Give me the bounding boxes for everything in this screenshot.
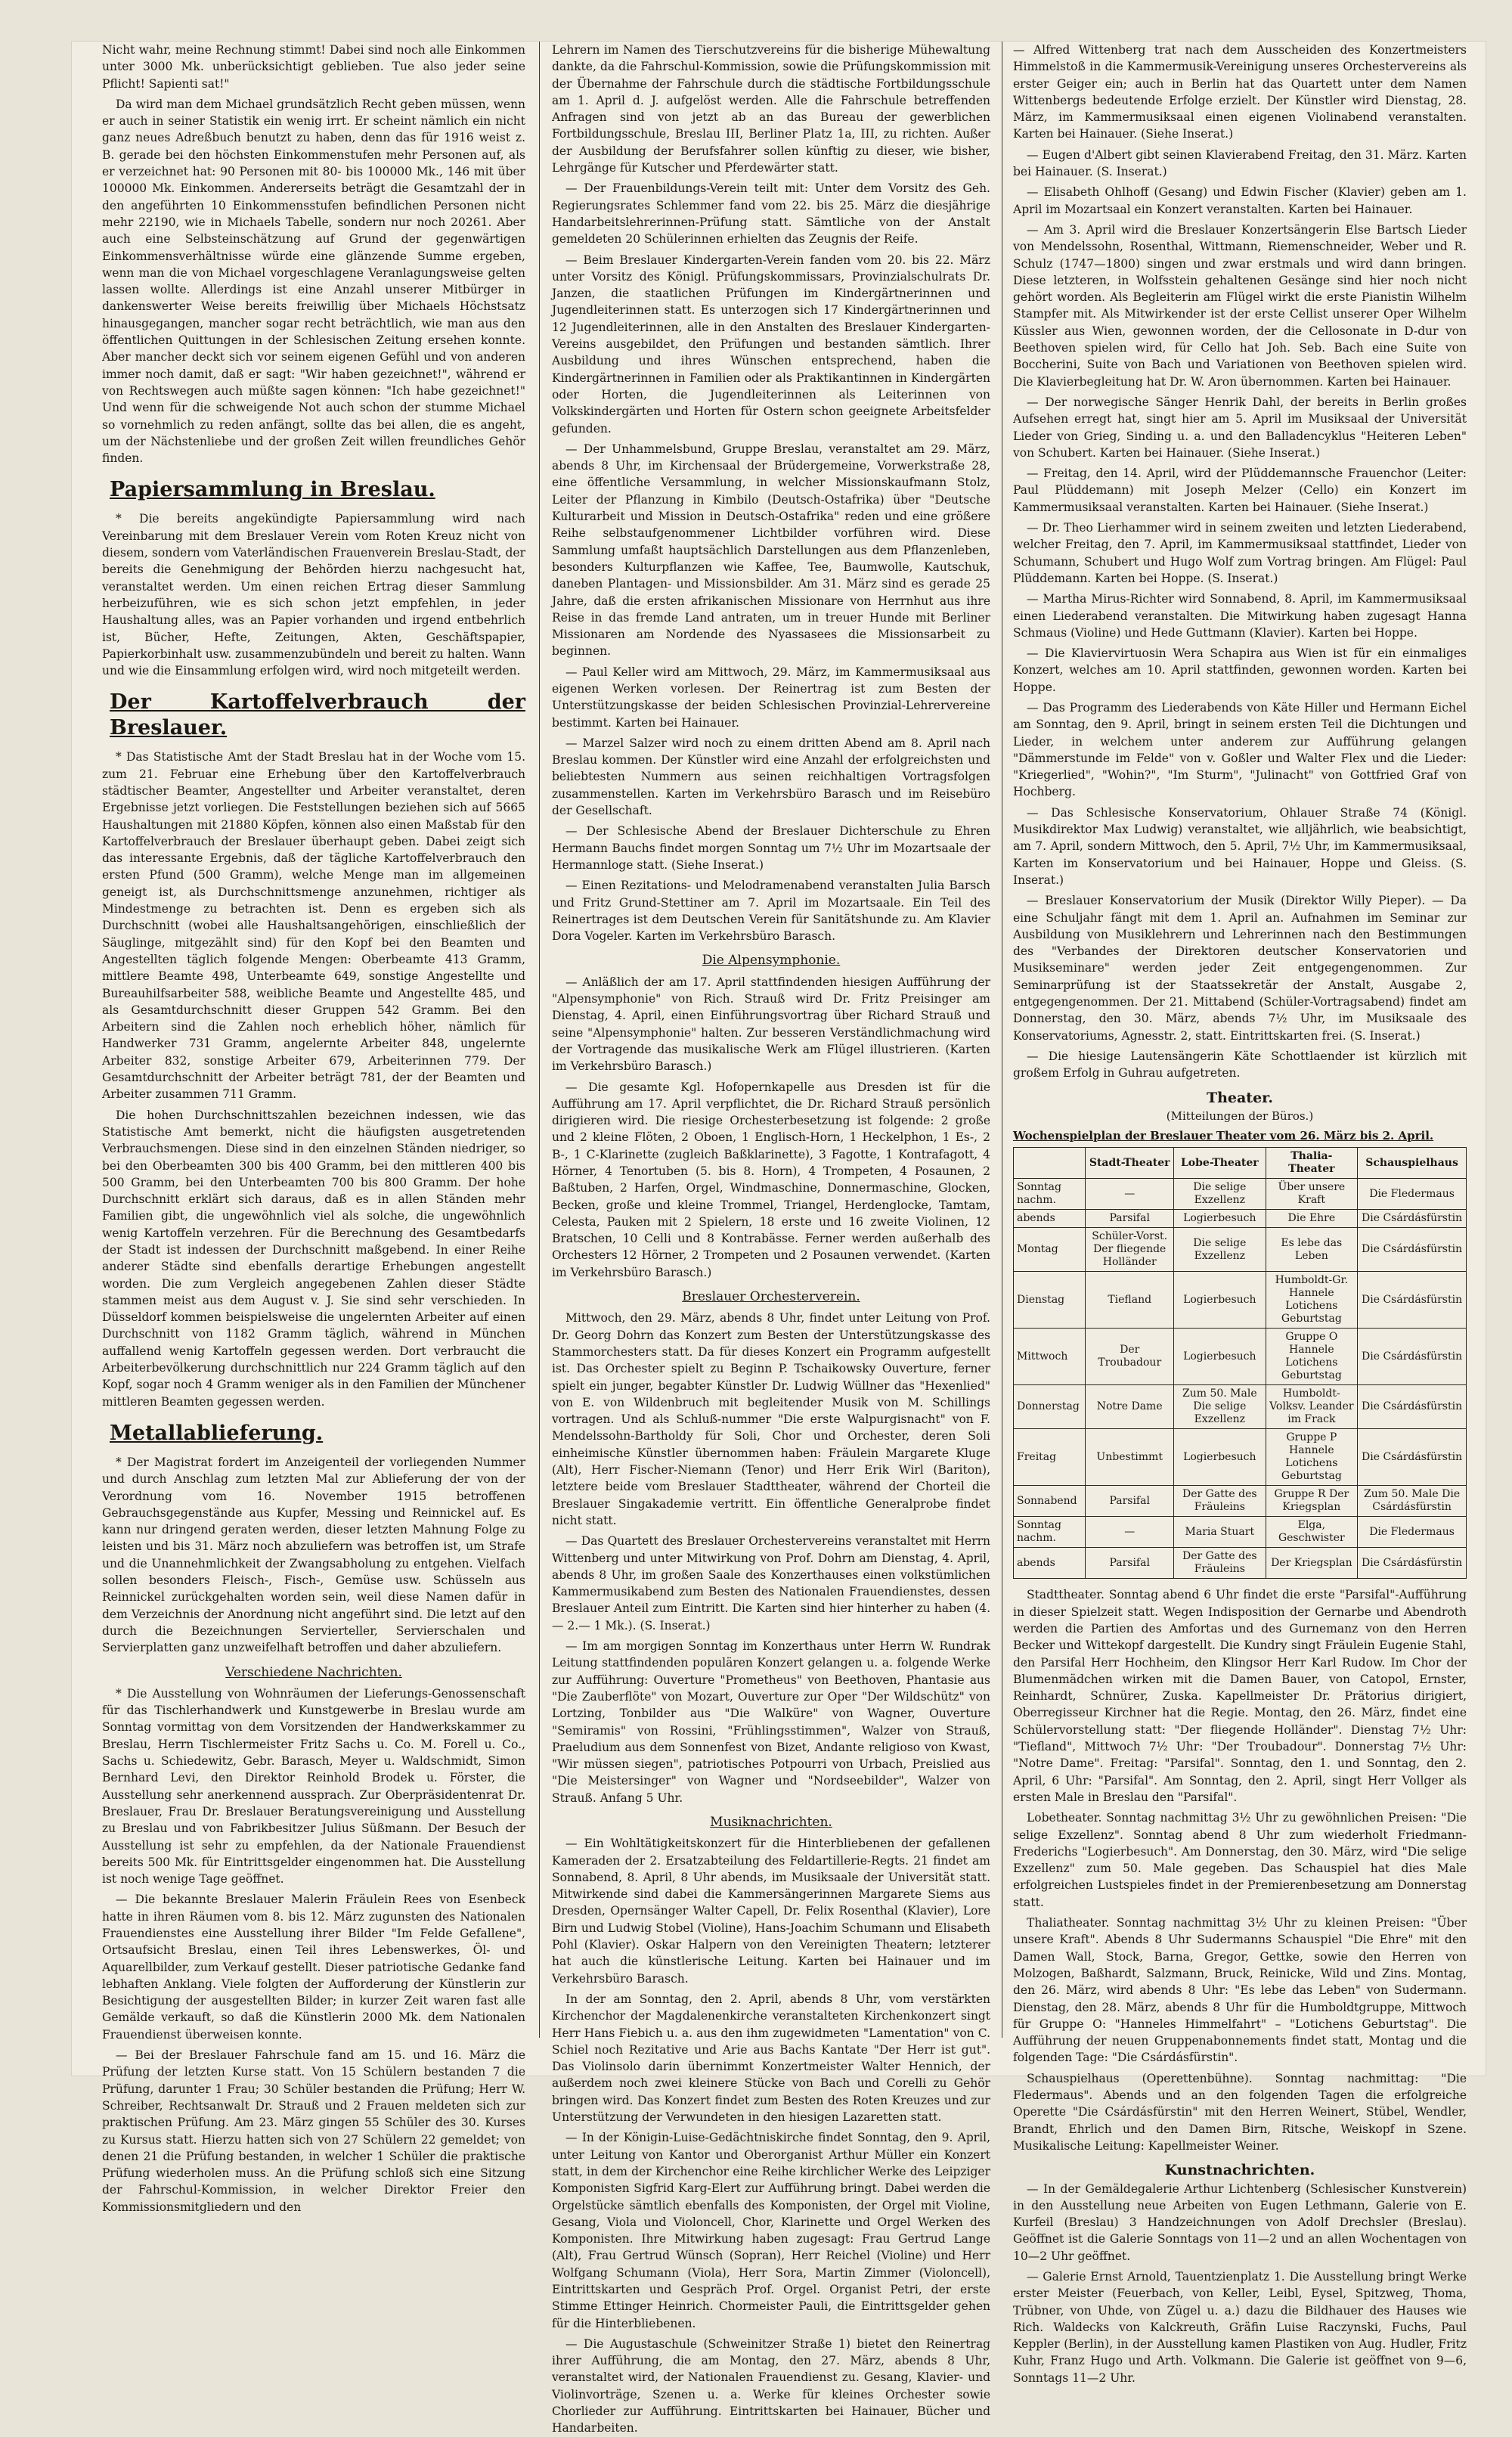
schedule-day-cell: abends: [1014, 1548, 1086, 1579]
schedule-play-cell: Logierbesuch: [1174, 1210, 1266, 1228]
article-paragraph: — Die hiesige Lautensängerin Käte Schottlaender ist kürzlich mit großem Erfolg in Guhrau aufgetreten.: [1013, 1049, 1467, 1081]
article-paragraph: — Das Quartett des Breslauer Orchestervereins veranstaltet mit Herrn Wittenberg und unter Mitwirkung von Prof. Dohrn am Dienstag, 4. April, abends 8 Uhr, im großen Saale des Konzerthauses einen volkstümlichen Kammermusikabend zum Besten des Nationalen Frauendienstes, dessen Breslauer Anteil zum Eintritt. Die Karten sind hier hinterher zu haben (4.— 2.— 1 Mk.). (S. Inserat.): [552, 1534, 990, 1632]
schedule-play-cell: Maria Stuart: [1174, 1517, 1266, 1548]
schedule-play-cell: Gruppe O Hannele Lotichens Geburtstag: [1266, 1329, 1358, 1385]
article-paragraph: — In der Gemäldegalerie Arthur Lichtenberg (Schlesischer Kunstverein) in den Ausstellung neue Arbeiten von Eugen Lethmann, Galerie von E. Kurfeil (Breslau) 3 Handzeichnungen von Adolf Drechsler (Breslau). Geöffnet ist die Galerie Sonntags von 11—2 und an allen Wochentagen von 10—2 Uhr geöffnet.: [1013, 2181, 1467, 2263]
article-paragraph: — Marzel Salzer wird noch zu einem dritten Abend am 8. April nach Breslau kommen. Der Künstler wird eine Anzahl der erfolgreichsten und beliebtesten Nummern aus seinen reichhaltigen Vortragsfolgen zusammenstellen. Karten im Verkehrsbüro Barasch und im Reisebüro der Gesellschaft.: [552, 736, 990, 818]
schedule-play-cell: Die Csárdásfürstin: [1358, 1429, 1467, 1486]
article-paragraph: — Anläßlich der am 17. April stattfindenden hiesigen Aufführung der "Alpensymphonie" von Rich. Strauß wird Dr. Fritz Preisinger am Dienstag, 4. April, einen Einführungsvortrag über Richard Strauß und seine "Alpensymphonie" halten. Zur besseren Verständlichmachung wird der Vortragende das musikalische Werk am Flügel illustrieren. (Karten im Verkehrsbüro Barasch.): [552, 975, 990, 1074]
table-row: [1014, 1486, 1467, 1517]
schedule-play-cell: Die Csárdásfürstin: [1358, 1548, 1467, 1579]
article-paragraph: * Die bereits angekündigte Papiersammlung wird nach Vereinbarung mit dem Breslauer Verein vom Roten Kreuz nicht von diesem, sondern vom Vaterländischen Frauenverein Breslau-Stadt, der bereits die Genehmigung der Behörden hierzu nachgesucht hat, veranstaltet werden. Um einen reichen Ertrag dieser Sammlung herbeizuführen, wie es sich schon jetzt empfehlen, in jeder Haushaltung alles, was an Papier vorhanden und irgend entbehrlich ist, Bücher, Hefte, Zeitungen, Akten, Geschäftspapier, Papierkorbinhalt usw. zusammenzubündeln und bereit zu halten. Wann und wie die Einsammlung erfolgen wird, wird noch mitgeteilt werden.: [102, 512, 525, 678]
schedule-play-cell: Logierbesuch: [1174, 1329, 1266, 1385]
schedule-day-cell: Sonntag nachm.: [1014, 1517, 1086, 1548]
schedule-play-cell: Es lebe das Leben: [1266, 1228, 1358, 1272]
article-paragraph: — Alfred Wittenberg trat nach dem Ausscheiden des Konzertmeisters Himmelstoß in die Kammermusik-Vereinigung unseres Orchestervereins als erster Geiger ein; auch in Berlin hat das Quartett unter dem Namen Wittenbergs bedeutende Erfolge erzielt. Der Künstler wird Dienstag, 28. März, im Kammermusiksaal einen eigenen Violinabend veranstalten. Karten bei Hainauer. (Siehe Inserat.): [1013, 43, 1467, 141]
article-paragraph: — Paul Keller wird am Mittwoch, 29. März, im Kammermusiksaal aus eigenen Werken vorlesen. Der Reinertrag ist zum Besten der Unterstützungskasse der beiden Schlesischen Provinzial-Lehrervereine bestimmt. Karten bei Hainauer.: [552, 665, 990, 730]
table-header-cell: Stadt-Theater: [1086, 1148, 1174, 1179]
schedule-play-cell: Zum 50. Male Die selige Exzellenz: [1174, 1385, 1266, 1429]
article-paragraph: — Beim Breslauer Kindergarten-Verein fanden vom 20. bis 22. März unter Vorsitz des Königl. Prüfungskommissars, Provinzialschulrats Dr. Janzen, die staatlichen Prüfungen im Kindergärtnerinnen und Jugendleiterinnen statt. Es unterzogen sich 17 Kindergärtnerinnen und 12 Jugendleiterinnen, alle in den Anstalten des Breslauer Kindergarten-Vereins ausgebildet, den Prüfungen und bestanden sämtlich. Ihrer Ausbildung und ihres Wünschen entsprechend, haben die Kindergärtnerinnen in Familien oder als Praktikantinnen in Kindergärten oder Horten, die Jugendleiterinnen als Leiterinnen von Volkskindergärten und Horten für Ostern schon geeignete Arbeitsfelder gefunden.: [552, 253, 990, 436]
schedule-play-cell: Parsifal: [1086, 1210, 1174, 1228]
newspaper-page: [72, 42, 1486, 2435]
article-paragraph: — Galerie Ernst Arnold, Tauentzienplatz 1. Die Ausstellung bringt Werke erster Meister (Feuerbach, von Keller, Leibl, Eysel, Spitzweg, Thoma, Trübner, von Uhde, von Zügel u. a.) dazu die Bildhauer des Hauses wie Rich. Waldecks von Kalckreuth, Gräfin Luise Raczynski, Fuchs, Paul Keppler (Berlin), in der Ausstellung kamen Plastiken von Aug. Hudler, Fritz Kuhr, Franz Hugo und Arth. Volkmann. Die Galerie ist geöffnet von 9—6, Sonntags 11—2 Uhr.: [1013, 2269, 1467, 2385]
article-paragraph: In der am Sonntag, den 2. April, abends 8 Uhr, vom verstärkten Kirchenchor der Magdalenenkirche veranstalteten Kirchenkonzert singt Herr Hans Fiebich u. a. aus den ihm zugewidmeten "Lamentation" von C. Schiel noch Rezitative und Arie aus Bachs Kantate "Der Herr ist gut". Das Violinsolo darin übernimmt Konzertmeister Walter Hennich, der außerdem noch zwei kleinere Stücke von Bach und Corelli zu Gehör bringen wird. Das Konzert findet zum Besten des Roten Kreuzes und zur Unterstützung der Verwundeten in den hiesigen Lazaretten statt.: [552, 1992, 990, 2125]
article-paragraph: — Die Klaviervirtuosin Wera Schapira aus Wien ist für ein einmaliges Konzert, welches am 10. April stattfinden, gewonnen worden. Karten bei Hoppe.: [1013, 646, 1467, 694]
article-paragraph: — Der norwegische Sänger Henrik Dahl, der bereits in Berlin großes Aufsehen erregt hat, singt hier am 5. April im Musiksaal der Universität Lieder von Grieg, Sinding u. a. und den Balladencyklus "Heiteren Leben" von Schubert. Karten bei Hainauer. (Siehe Inserat.): [1013, 395, 1467, 460]
schedule-play-cell: Tiefland: [1086, 1272, 1174, 1329]
article-paragraph: * Das Statistische Amt der Stadt Breslau hat in der Woche vom 15. zum 21. Februar eine Erhebung über den Kartoffelverbrauch städtischer Beamter, Angestellter und Arbeiter veranstaltet, deren Ergebnisse jetzt vorliegen. Die Feststellungen beziehen sich auf 5665 Haushaltungen mit 21880 Köpfen, können also einen Maßstab für den Kartoffelverbrauch der Breslauer überhaupt geben. Dabei zeigt sich das interessante Ergebnis, daß der tägliche Kartoffelverbrauch den ersten Pfund (500 Gramm), welche Menge man im allgemeinen geneigt ist, als Durchschnittsmenge anzunehmen, richtiger als Mindestmenge zu betrachten ist. Denn es ergeben sich als Durchschnitt (wobei alle Haushaltsangehörigen, einschließlich der Säuglinge, mitgezählt sind) für den Kopf bei den Beamten und Angestellten täglich folgende Mengen: Oberbeamte 413 Gramm, mittlere Beamte 498, Unterbeamte 649, sonstige Angestellte und Bureauhilfsarbeiter 588, weibliche Beamte und Angestellte 485, und als Gesamtdurchschnitt dieser Gruppen 542 Gramm. Bei den Arbeitern sind die Zahlen noch erheblich höher, nämlich für Handwerker 731 Gramm, angelernte Arbeiter 848, ungelernte Arbeiter 832, sonstige Arbeiter 679, Arbeiterinnen 779. Der Gesamtdurchschnitt der Arbeiter beträgt 781, der der Beamten und Arbeiter zusammen 711 Gramm.: [102, 750, 525, 1102]
headline-papiersammlung: Papiersammlung in Breslau.: [110, 478, 435, 502]
section-heading-kunstnachrichten: Kunstnachrichten.: [1164, 2162, 1315, 2179]
table-row: [1014, 1272, 1467, 1329]
schedule-play-cell: Die Fledermaus: [1358, 1179, 1467, 1210]
column-left: [102, 42, 525, 2214]
schedule-day-cell: Montag: [1014, 1228, 1086, 1272]
schedule-title: Wochenspielplan der Breslauer Theater vom 26. März bis 2. April.: [1013, 1129, 1434, 1143]
table-header-cell: Thalia-Theater: [1266, 1148, 1358, 1179]
article-paragraph: — In der Königin-Luise-Gedächtniskirche findet Sonntag, den 9. April, unter Leitung von Kantor und Oberorganist Arthur Müller ein Konzert statt, in dem der Kirchenchor eine Reihe kirchlicher Werke des Leipziger Komponisten Sigfrid Karg-Elert zur Aufführung bringt. Dabei werden die Orgelstücke sämtlich ebenfalls des Komponisten, der Orgel mit Violine, Gesang, Viola und Violoncell, Chor, Klarinette und Orgel Werken des Komponisten. Ihre Mitwirkung haben zugesagt: Frau Gertrud Lange (Alt), Frau Gertrud Wünsch (Sopran), Herr Reichel (Violine) und Herr Wolfgang Schumann (Viola), Herr Sora, Martin Zimmer (Violoncell), Eintrittskarten und Gespräch Prof. Orgel. Organist Petri, der erste Stimme Ettinger Heinrich. Chormeister Pauli, die Eintrittsgelder gehen für die Hinterbliebenen.: [552, 2131, 990, 2330]
table-header-cell: Lobe-Theater: [1174, 1148, 1266, 1179]
article-paragraph: — Breslauer Konservatorium der Musik (Direktor Willy Pieper). — Da eine Schuljahr fängt mit dem 1. April an. Aufnahmen im Seminar zur Ausbildung von Musiklehrern und Lehrerinnen nach den Bestimmungen des "Verbandes der Direktoren deutscher Konservatorien und Musikseminare" werden jeder Zeit entgegengenommen. Zur Seminarprüfung ist der Staatssekretär der Anstalt, Ausgabe 2, entgegengenommen. Der 21. Mittabend (Schüler-Vortragsabend) findet am Donnerstag, den 30. März, abends 7½ Uhr, im Musiksaale des Konservatoriums, Agnesstr. 2, statt. Eintrittskarten frei. (S. Inserat.): [1013, 894, 1467, 1043]
schedule-play-cell: Gruppe P Hannele Lotichens Geburtstag: [1266, 1429, 1358, 1486]
theater-schedule-table: [1013, 1147, 1467, 1579]
schedule-play-cell: Der Kriegsplan: [1266, 1548, 1358, 1579]
section-heading-theater: Theater.: [1206, 1089, 1274, 1106]
schedule-day-cell: Donnerstag: [1014, 1385, 1086, 1429]
article-paragraph: Da wird man dem Michael grundsätzlich Recht geben müssen, wenn er auch in seiner Statistik ein wenig irrt. Er scheint nämlich ein nicht ganz neues Adreßbuch benutzt zu haben, denn das für 1916 weist z. B. gerade bei den höchsten Einkommenstufen mehr Personen auf, als er verzeichnet hat: 90 Personen mit 80- bis 100000 Mk., 146 mit über 100000 Mk. Einkommen. Andererseits beträgt die Gesamtzahl der in den angeführten 10 Einkommensstufen befindlichen Personen nicht mehr 22190, wie in Michaels Tabelle, sondern nur noch 20261. Aber auch eine Selbsteinschätzung auf Grund der gegenwärtigen Einkommensverhältnisse würde eine glänzende Summe ergeben, wenn man die von Michael vorgeschlagene Veranlagungsweise gelten lassen wollte. Allerdings ist eine Anzahl unserer Mitbürger in dankenswerter Weise bereits freiwillig über Michaels Höchstsatz hinausgegangen, mancher sogar recht beträchtlich, wie man aus den öffentlichen Quittungen in der Schlesischen Zeitung ersehen konnte. Aber mancher deckt sich vor seinem eigenen Gefühl und von anderen immer noch damit, daß er sagt: "Wir haben gezeichnet!", während er von Rechtswegen auch müßte sagen können: "Ich habe gezeichnet!" Und wenn für die schweigende Not auch schon der stumme Michael so vornehmlich zu reden anfängt, sollte das bei allen, die es angeht, um der Nächstenliebe und der großen Zeit willen freundliches Gehör finden.: [102, 97, 525, 466]
table-row: [1014, 1329, 1467, 1385]
schedule-play-cell: Humboldt-Gr. Hannele Lotichens Geburtstag: [1266, 1272, 1358, 1329]
article-paragraph: Nicht wahr, meine Rechnung stimmt! Dabei sind noch alle Einkommen unter 3000 Mk. unberücksichtigt geblieben. Tue also jeder seine Pflicht! Sapienti sat!": [102, 43, 525, 91]
schedule-play-cell: Die selige Exzellenz: [1174, 1179, 1266, 1210]
schedule-play-cell: Über unsere Kraft: [1266, 1179, 1358, 1210]
article-paragraph: — Martha Mirus-Richter wird Sonnabend, 8. April, im Kammermusiksaal einen Liederabend veranstalten. Die Mitwirkung haben zugesagt Hanna Schmaus (Violine) und Hede Guttmann (Klavier). Karten bei Hoppe.: [1013, 592, 1467, 640]
article-paragraph: — Bei der Breslauer Fahrschule fand am 15. und 16. März die Prüfung der letzten Kurse statt. Von 15 Schülern bestanden 7 die Prüfung, darunter 1 Frau; 30 Schüler bestanden die Prüfung; Herr W. Schreiber, Rechtsanwalt Dr. Strauß und 2 Frauen meldeten sich zur praktischen Prüfung. Am 23. März gingen 55 Schüler des 30. Kurses zu Kursus statt. Hierzu hatten sich von 27 Schülern 22 gemeldet; von denen 21 die Prüfung bestanden, in welcher 1 Schüler die praktische Prüfung wiederholen muss. An die Prüfung schloß sich eine Sitzung der Fahrschul-Kommission, in welcher Direktor Freier den Kommissionsmitgliedern und den: [102, 2048, 525, 2214]
schedule-play-cell: Der Troubadour: [1086, 1329, 1174, 1385]
article-paragraph: — Der Schlesische Abend der Breslauer Dichterschule zu Ehren Hermann Bauchs findet morgen Sonntag um 7½ Uhr im Mozartsaale der Hermannloge statt. (Siehe Inserat.): [552, 824, 990, 872]
schedule-play-cell: Notre Dame: [1086, 1385, 1174, 1429]
section-heading-alpensymphonie: Die Alpensymphonie.: [702, 953, 841, 969]
section-heading-orchesterverein: Breslauer Orchesterverein.: [682, 1289, 860, 1305]
schedule-day-cell: Mittwoch: [1014, 1329, 1086, 1385]
schedule-play-cell: Die selige Exzellenz: [1174, 1228, 1266, 1272]
table-row: [1014, 1210, 1467, 1228]
schedule-play-cell: Die Ehre: [1266, 1210, 1358, 1228]
article-paragraph: — Elisabeth Ohlhoff (Gesang) und Edwin Fischer (Klavier) geben am 1. April im Mozartsaal ein Konzert veranstalten. Karten bei Hainauer.: [1013, 185, 1467, 216]
theater-subheading: (Mitteilungen der Büros.): [1166, 1108, 1314, 1123]
table-header-cell: [1014, 1148, 1086, 1179]
schedule-play-cell: Humboldt-Volksv. Leander im Frack: [1266, 1385, 1358, 1429]
table-header-row: [1014, 1148, 1467, 1179]
schedule-play-cell: Die Csárdásfürstin: [1358, 1272, 1467, 1329]
article-paragraph: — Die Augustaschule (Schweinitzer Straße 1) bietet den Reinertrag ihrer Aufführung, die am Montag, den 27. März, abends 8 Uhr, veranstaltet wird, der Nationalen Frauendienst zu. Gesang, Klavier- und Violinvorträge, Szenen u. a. Werke für kleines Orchester sowie Chorlieder zur Aufführung. Eintrittskarten bei Hainauer, Bücher und Handarbeiten.: [552, 2336, 990, 2435]
article-paragraph: — Der Frauenbildungs-Verein teilt mit: Unter dem Vorsitz des Geh. Regierungsrates Schlemmer fand vom 22. bis 25. März die diesjährige Handarbeitslehrerinnen-Prüfung statt. Sämtliche von der Anstalt gemeldeten 20 Schülerinnen erhielten das Zeugnis der Reife.: [552, 181, 990, 246]
article-paragraph: — Einen Rezitations- und Melodramenabend veranstalten Julia Barsch und Fritz Grund-Stettiner am 7. April im Mozartsaale. Ein Teil des Reinertrages ist dem Deutschen Verein für Sanitätshunde zu. Am Klavier Dora Vogeler. Karten im Verkehrsbüro Barasch.: [552, 879, 990, 944]
column-middle: [552, 42, 990, 2435]
column-right: [1013, 42, 1467, 2385]
schedule-play-cell: Logierbesuch: [1174, 1272, 1266, 1329]
headline-kartoffelverbrauch: Der Kartoffelverbrauch der Breslauer.: [110, 690, 525, 740]
schedule-play-cell: Die Csárdásfürstin: [1358, 1210, 1467, 1228]
article-paragraph: Schauspielhaus (Operettenbühne). Sonntag nachmittag: "Die Fledermaus". Abends und an den folgenden Tagen die erfolgreiche Operette "Die Csárdásfürstin" mit den Herren Weinert, Stübel, Wendler, Brandt, Ehrlich und den Damen Birn, Ritsche, Weiskopf in Szene. Musikalische Leitung: Kapellmeister Weiner.: [1013, 2071, 1467, 2153]
article-paragraph: Lehrern im Namen des Tierschutzvereins für die bisherige Mühewaltung dankte, da die Fahrschul-Kommission, sowie die Prüfungskommission mit der Übernahme der Fahrschule durch die städtische Fortbildungsschule am 1. April d. J. aufgelöst werden. Alle die Fahrschule betreffenden Anfragen sind von jetzt ab an das Bureau der gewerblichen Fortbildungsschule, Breslau III, Berliner Platz 1a, III, zu richten. Außer der Ausbildung der Berufsfahrer sollen künftig zu dieser, wie bisher, Lehrgänge für Kutscher und Pferdewärter statt.: [552, 43, 990, 175]
article-paragraph: Die hohen Durchschnittszahlen bezeichnen indessen, wie das Statistische Amt bemerkt, nicht die häufigsten ausgetretenden Verbrauchsmengen. Diese sind in den einzelnen Ständen niedriger, so bei den Oberbeamten 300 bis 400 Gramm, bei den mittleren 400 bis 500 Gramm, bei den Unterbeamten 700 bis 800 Gramm. Der hohe Durchschnitt erklärt sich daraus, daß es in allen Ständen mehr Familien gibt, die ungewöhnlich viel als solche, die ungewöhnlich wenig Kartoffeln verzehren. Für die Berechnung des Gesamtbedarfs der Stadt ist indessen der Durchschnitt maßgebend. In einer Reihe anderer Städte sind ebenfalls derartige Erhebungen angestellt worden. Die zum Vergleich angegebenen Zahlen dieser Städte stammen meist aus dem August v. J. Sie sind sehr verschieden. In Düsseldorf kommen beispielsweise die ungelernten Arbeiter auf einen Durchschnitt von 1182 Gramm täglich, während in München auffallend wenig Kartoffeln gegessen werden. Dort verbraucht die Arbeiterbevölkerung durchschnittlich nur 224 Gramm täglich auf den Kopf, sogar noch 4 Gramm weniger als in den Familien der Münchener mittleren Beamten gegessen werden.: [102, 1108, 525, 1409]
schedule-play-cell: Elga, Geschwister: [1266, 1517, 1358, 1548]
table-row: [1014, 1385, 1467, 1429]
article-paragraph: — Die gesamte Kgl. Hofopernkapelle aus Dresden ist für die Aufführung am 17. April verpflichtet, die Dr. Richard Strauß persönlich dirigieren wird. Die riesige Orchesterbesetzung ist folgende: 2 große und 2 kleine Flöten, 2 Oboen, 1 Englisch-Horn, 1 Heckelphon, 1 Es-, 2 B-, 1 C-Klarinette (zugleich Baßklarinette), 3 Fagotte, 1 Kontrafagott, 4 Hörner, 4 Tenortuben (5. bis 8. Horn), 4 Trompeten, 4 Posaunen, 2 Baßtuben, 2 Harfen, Orgel, Windmaschine, Donnermaschine, Glocken, Becken, große und kleine Trommel, Triangel, Herdenglocke, Tamtam, Celesta, Pauken mit 2 Spielern, 18 erste und 16 zweite Violinen, 12 Bratschen, 10 Celli und 8 Kontrabässe. Ferner werden außerhalb des Orchesters 12 Hörner, 2 Trompeten und 2 Posaunen verwendet. (Karten im Verkehrsbüro Barasch.): [552, 1080, 990, 1279]
table-row: [1014, 1548, 1467, 1579]
schedule-day-cell: abends: [1014, 1210, 1086, 1228]
article-paragraph: Stadttheater. Sonntag abend 6 Uhr findet die erste "Parsifal"-Aufführung in dieser Spielzeit statt. Wegen Indisposition der Gernarbe und Abendroth werden die Partien des Amfortas und des Gurnemanz von den Herren Becker und Wittekopf dargestellt. Die Kundry singt Fräulein Eugenie Stahl, den Parsifal Herr Hochheim, den Klingsor Herr Karl Rudow. Im Chor der Blumenmädchen wirken mit die Damen Bauer, von Catopol, Ernster, Reinhardt, Schnürer, Zuska. Kapellmeister Dr. Prätorius dirigiert, Oberregisseur Kirchner hat die Regie. Montag, den 26. März, findet eine Schülervorstellung statt: "Der fliegende Holländer". Dienstag 7½ Uhr: "Tiefland", Mittwoch 7½ Uhr: "Der Troubadour". Donnerstag 7½ Uhr: "Notre Dame". Freitag: "Parsifal". Sonntag, den 1. und Sonntag, den 2. April, 6 Uhr: "Parsifal". Am Sonntag, den 2. April, singt Herr Vollger als ersten Male in Breslau den "Parsifal".: [1013, 1588, 1467, 1804]
schedule-play-cell: —: [1086, 1179, 1174, 1210]
article-paragraph: — Am 3. April wird die Breslauer Konzertsängerin Else Bartsch Lieder von Mendelssohn, Rosenthal, Wittmann, Riemenschneider, Weber und R. Schulz (1747—1800) singen und zwar erstmals und wird dann bringen. Diese letzteren, in Wolfsstein gehaltenen Gesänge sind hier noch nicht gehört worden. Als Begleiterin am Flügel wirkt die erste Pianistin Wilhelm Stampfer mit. Als Mitwirkender ist der erste Cellist unserer Oper Wilhelm Küssler aus Wien, gewonnen worden, der die Cellosonate in D-dur von Beethoven spielen wird, für Cello hat Joh. Seb. Bach eine Suite von Boccherini, Suite von Bach und Variationen von Beethoven spielen wird. Die Klavierbegleitung hat Dr. W. Aron übernommen. Karten bei Hainauer.: [1013, 222, 1467, 389]
table-row: [1014, 1228, 1467, 1272]
schedule-play-cell: Unbestimmt: [1086, 1429, 1174, 1486]
article-paragraph: Thaliatheater. Sonntag nachmittag 3½ Uhr zu kleinen Preisen: "Über unsere Kraft". Abends 8 Uhr Sudermanns Schauspiel "Die Ehre" mit den Damen Wall, Stock, Barna, Gregor, Gettke, sowie den Herren von Molzogen, Baßhardt, Salzmann, Bruck, Reinicke, Wild und Zins. Montag, den 26. März, wird abends 8 Uhr: "Es lebe das Leben" von Sudermann. Dienstag, den 28. März, abends 8 Uhr für die Humboldtgruppe, Mittwoch für Gruppe O: "Hanneles Himmelfahrt" – "Lotichens Geburtstag". Die Aufführung der neuen Gruppenabonnements findet statt, Montag und die folgenden Tage: "Die Csárdásfürstin".: [1013, 1916, 1467, 2065]
schedule-body: [1014, 1179, 1467, 1579]
article-paragraph: — Eugen d'Albert gibt seinen Klavierabend Freitag, den 31. März. Karten bei Hainauer. (S. Inserat.): [1013, 147, 1467, 179]
schedule-play-cell: Gruppe R Der Kriegsplan: [1266, 1486, 1358, 1517]
schedule-play-cell: Der Gatte des Fräuleins: [1174, 1486, 1266, 1517]
table-row: [1014, 1429, 1467, 1486]
schedule-play-cell: Logierbesuch: [1174, 1429, 1266, 1486]
schedule-play-cell: Die Csárdásfürstin: [1358, 1228, 1467, 1272]
schedule-play-cell: Parsifal: [1086, 1548, 1174, 1579]
column-divider: [539, 42, 540, 2038]
schedule-day-cell: Sonnabend: [1014, 1486, 1086, 1517]
schedule-play-cell: Schüler-Vorst. Der fliegende Holländer: [1086, 1228, 1174, 1272]
table-row: [1014, 1179, 1467, 1210]
article-paragraph: — Das Schlesische Konservatorium, Ohlauer Straße 74 (Königl. Musikdirektor Max Ludwig) veranstaltet, wie alljährlich, wie beabsichtigt, am 7. April, sondern Mittwoch, den 5. April, 7½ Uhr, im Kammermusiksaal, Karten im Konservatorium und bei Hainauer, Hoppe und Gleiss. (S. Inserat.): [1013, 805, 1467, 887]
article-paragraph: * Die Ausstellung von Wohnräumen der Lieferungs-Genossenschaft für das Tischlerhandwerk und Kunstgewerbe in Breslau wurde am Sonntag vormittag von dem Vorsitzenden der Handwerkskammer zu Breslau, Herrn Tischlermeister Fritz Sachs u. Co. M. Forell u. Co., Sachs u. Schiedewitz, Gebr. Barasch, Meyer u. Waldschmidt, Simon Bernhard Levi, den Direktor Reinhold Brodek u. Förster, die Ausstellung sehr anerkennend aussprach. Zur Oberpräsidentenrat Dr. Breslauer, Frau Dr. Breslauer Beratungsvereinigung und Ausstellung zu Breslau und von Fabrikbesitzer Julius Süßmann. Der Besuch der Ausstellung ist sehr zu empfehlen, da der Nationale Frauendienst bereits 500 Mk. für Eintrittsgelder eingenommen hat. Die Ausstellung ist noch wenige Tage geöffnet.: [102, 1686, 525, 1887]
article-paragraph: Mittwoch, den 29. März, abends 8 Uhr, findet unter Leitung von Prof. Dr. Georg Dohrn das Konzert zum Besten der Unterstützungskasse des Stammorchesters statt. Da für dieses Konzert ein Programm aufgestellt ist. Das Orchester spielt zu Beginn P. Tschaikowsky Ouverture, ferner spielt ein junger, begabter Künstler Dr. Ludwig Wüllner das "Hexenlied" von E. von Wildenbruch mit begleitender Musik von M. Schillings vortragen. Und als Schluß-nummer "Die erste Walpurgisnacht" von F. Mendelssohn-Bartholdy für Soli, Chor und Orchester, deren Soli einheimische Künstler übernommen haben: Fräulein Margarete Kluge (Alt), Herr Fischer-Niemann (Tenor) und Herr Erik Wirl (Bariton), letztere beide vom Breslauer Stadttheater, während der Chorteil die Breslauer Singakademie vertritt. Ein öffentliche Generalprobe findet nicht statt.: [552, 1311, 990, 1527]
schedule-play-cell: Der Gatte des Fräuleins: [1174, 1548, 1266, 1579]
schedule-play-cell: Die Csárdásfürstin: [1358, 1385, 1467, 1429]
headline-metallablieferung: Metallablieferung.: [110, 1421, 324, 1445]
schedule-play-cell: —: [1086, 1517, 1174, 1548]
article-paragraph: — Ein Wohltätigkeitskonzert für die Hinterbliebenen der gefallenen Kameraden der 2. Ersatzabteilung des Feldartillerie-Regts. 21 findet am Sonnabend, 8. April, 8 Uhr abends, im Musiksaale der Universität statt. Mitwirkende sind dabei die Kammersängerinnen Margarete Siems aus Dresden, Opernsänger Walter Capell, Dr. Felix Rosenthal (Klavier), Lore Birn und Ludwig Stobel (Violine), Hans-Joachim Schumann und Elisabeth Pohl (Klavier). Oskar Halpern von den Vereinigten Theatern; letzterer hat auch die künstlerische Leitung. Karten bei Hainauer und im Verkehrsbüro Barasch.: [552, 1837, 990, 1986]
schedule-play-cell: Die Fledermaus: [1358, 1517, 1467, 1548]
section-heading-musiknachrichten: Musiknachrichten.: [710, 1814, 832, 1830]
table-row: [1014, 1517, 1467, 1548]
article-paragraph: — Im am morgigen Sonntag im Konzerthaus unter Herrn W. Rundrak Leitung stattfindenden populären Konzert gelangen u. a. folgende Werke zur Aufführung: Ouverture "Prometheus" von Beethoven, Phantasie aus "Die Zauberflöte" von Mozart, Ouverture zur Oper "Der Wildschütz" von Lortzing, Tonbilder aus "Die Walküre" von Wagner, Ouverture "Semiramis" von Rossini, "Frühlingsstimmen", Walzer von Strauß, Praeludium aus dem Sonnenfest von Bizet, Andante religioso von Kwast, "Wir müssen siegen", patriotisches Potpourri von Urbach, Preislied aus "Die Meistersinger" von Wagner und "Nordseebilder", Walzer von Strauß. Anfang 5 Uhr.: [552, 1639, 990, 1805]
article-paragraph: — Die bekannte Breslauer Malerin Fräulein Rees von Esenbeck hatte in ihren Räumen vom 8. bis 12. März zugunsten des Nationalen Frauendienstes eine Ausstellung ihrer Bilder "Im Felde Gefallene", Ortsaufsicht Breslau, einen Teil ihres Lebenswerkes, Öl- und Aquarellbilder, zum Verkauf gestellt. Dieser patriotische Gedanke fand lebhaften Anklang. Viele folgten der Aufforderung der Künstlerin zur Besichtigung der ausgestellten Bilder; in kurzer Zeit waren fast alle Gemälde verkauft, so daß die Künstlerin 2000 Mk. dem Nationalen Frauendienst überweisen konnte.: [102, 1893, 525, 2042]
article-paragraph: Lobetheater. Sonntag nachmittag 3½ Uhr zu gewöhnlichen Preisen: "Die selige Exzellenz". Sonntag abend 8 Uhr zum wiederholt Friedmann-Frederichs "Logierbesuch". Am Donnerstag, den 30. März, wird "Die selige Exzellenz" zum 50. Male gegeben. Das Schauspiel hat dies Male erfolgreichen Lustspieles findet in der Premierenbesetzung am Donnerstag statt.: [1013, 1811, 1467, 1909]
schedule-play-cell: Parsifal: [1086, 1486, 1174, 1517]
schedule-day-cell: Freitag: [1014, 1429, 1086, 1486]
schedule-play-cell: Die Csárdásfürstin: [1358, 1329, 1467, 1385]
section-heading-verschiedene: Verschiedene Nachrichten.: [225, 1664, 402, 1680]
schedule-day-cell: Dienstag: [1014, 1272, 1086, 1329]
schedule-play-cell: Zum 50. Male Die Csárdásfürstin: [1358, 1486, 1467, 1517]
article-paragraph: — Freitag, den 14. April, wird der Plüddemannsche Frauenchor (Leiter: Paul Plüddemann) mit Joseph Melzer (Cello) ein Konzert im Kammermusiksaal veranstalten. Karten bei Hainauer. (Siehe Inserat.): [1013, 467, 1467, 514]
article-paragraph: — Das Programm des Liederabends von Käte Hiller und Hermann Eichel am Sonntag, den 9. April, bringt in seinem ersten Teil die Dichtungen und Lieder, in welchem unter anderem zur Aufführung gelangen "Dämmerstunde im Felde" von v. Goßler und Walter Flex und die Lieder: "Kriegerlied", "Wohin?", "Im Sturm", "Julinacht" von Gottfried Graf von Hochberg.: [1013, 700, 1467, 799]
table-header-cell: Schauspielhaus: [1358, 1148, 1467, 1179]
article-paragraph: — Der Unhammelsbund, Gruppe Breslau, veranstaltet am 29. März, abends 8 Uhr, im Kirchensaal der Brüdergemeine, Vorwerkstraße 28, eine öffentliche Versammlung, in welcher Missionskaufmann Stolz, Leiter der Pflanzung in Kimbilo (Deutsch-Ostafrika) über "Deutsche Kulturarbeit und Mission in Deutsch-Ostafrika" reden und eine größere Reihe selbstaufgenommener Lichtbilder vorführen wird. Diese Sammlung umfaßt hauptsächlich Darstellungen aus dem Pflanzenleben, besonders Kulturpflanzen wie Kaffee, Tee, Baumwolle, Kautschuk, daneben Plantagen- und Missionsbilder. Am 31. März sind es gerade 25 Jahre, daß die ersten afrikanischen Missionare von Herrnhut aus ihre Reise in das fremde Land antraten, um in treuer Hunde mit Berliner Missionaren am Nordende des Nyassasees die Missionsarbeit zu beginnen.: [552, 442, 990, 659]
article-paragraph: * Der Magistrat fordert im Anzeigenteil der vorliegenden Nummer und durch Anschlag zum letzten Mal zur Ablieferung der von der Verordnung vom 16. November 1915 betroffenen Gebrauchsgegenstände aus Kupfer, Messing und Reinnickel auf. Es kann nur dringend geraten werden, dieser letzten Mahnung Folge zu leisten und bis 31. März noch abzuliefern was betroffen ist, um Strafe und die Unannehmlichkeit der Zwangsabholung zu entgehen. Vielfach sollen besonders Fleisch-, Fisch-, Gemüse usw. Schüsseln aus Reinnickel zurückgehalten worden sein, weil diese Namen dafür in dem Verzeichnis der Anordnung nicht angeführt sind. Die letzt auf den durch die Bezeichnungen Servierteller, Servierschalen und Servierplatten ganz unzweifelhaft betroffen und daher abzuliefern.: [102, 1455, 525, 1655]
article-paragraph: — Dr. Theo Lierhammer wird in seinem zweiten und letzten Liederabend, welcher Freitag, den 7. April, im Kammermusiksaal stattfindet, Lieder von Schumann, Schubert und Hugo Wolf zum Vortrag bringen. Am Flügel: Paul Plüddemann. Karten bei Hoppe. (S. Inserat.): [1013, 521, 1467, 585]
schedule-day-cell: Sonntag nachm.: [1014, 1179, 1086, 1210]
